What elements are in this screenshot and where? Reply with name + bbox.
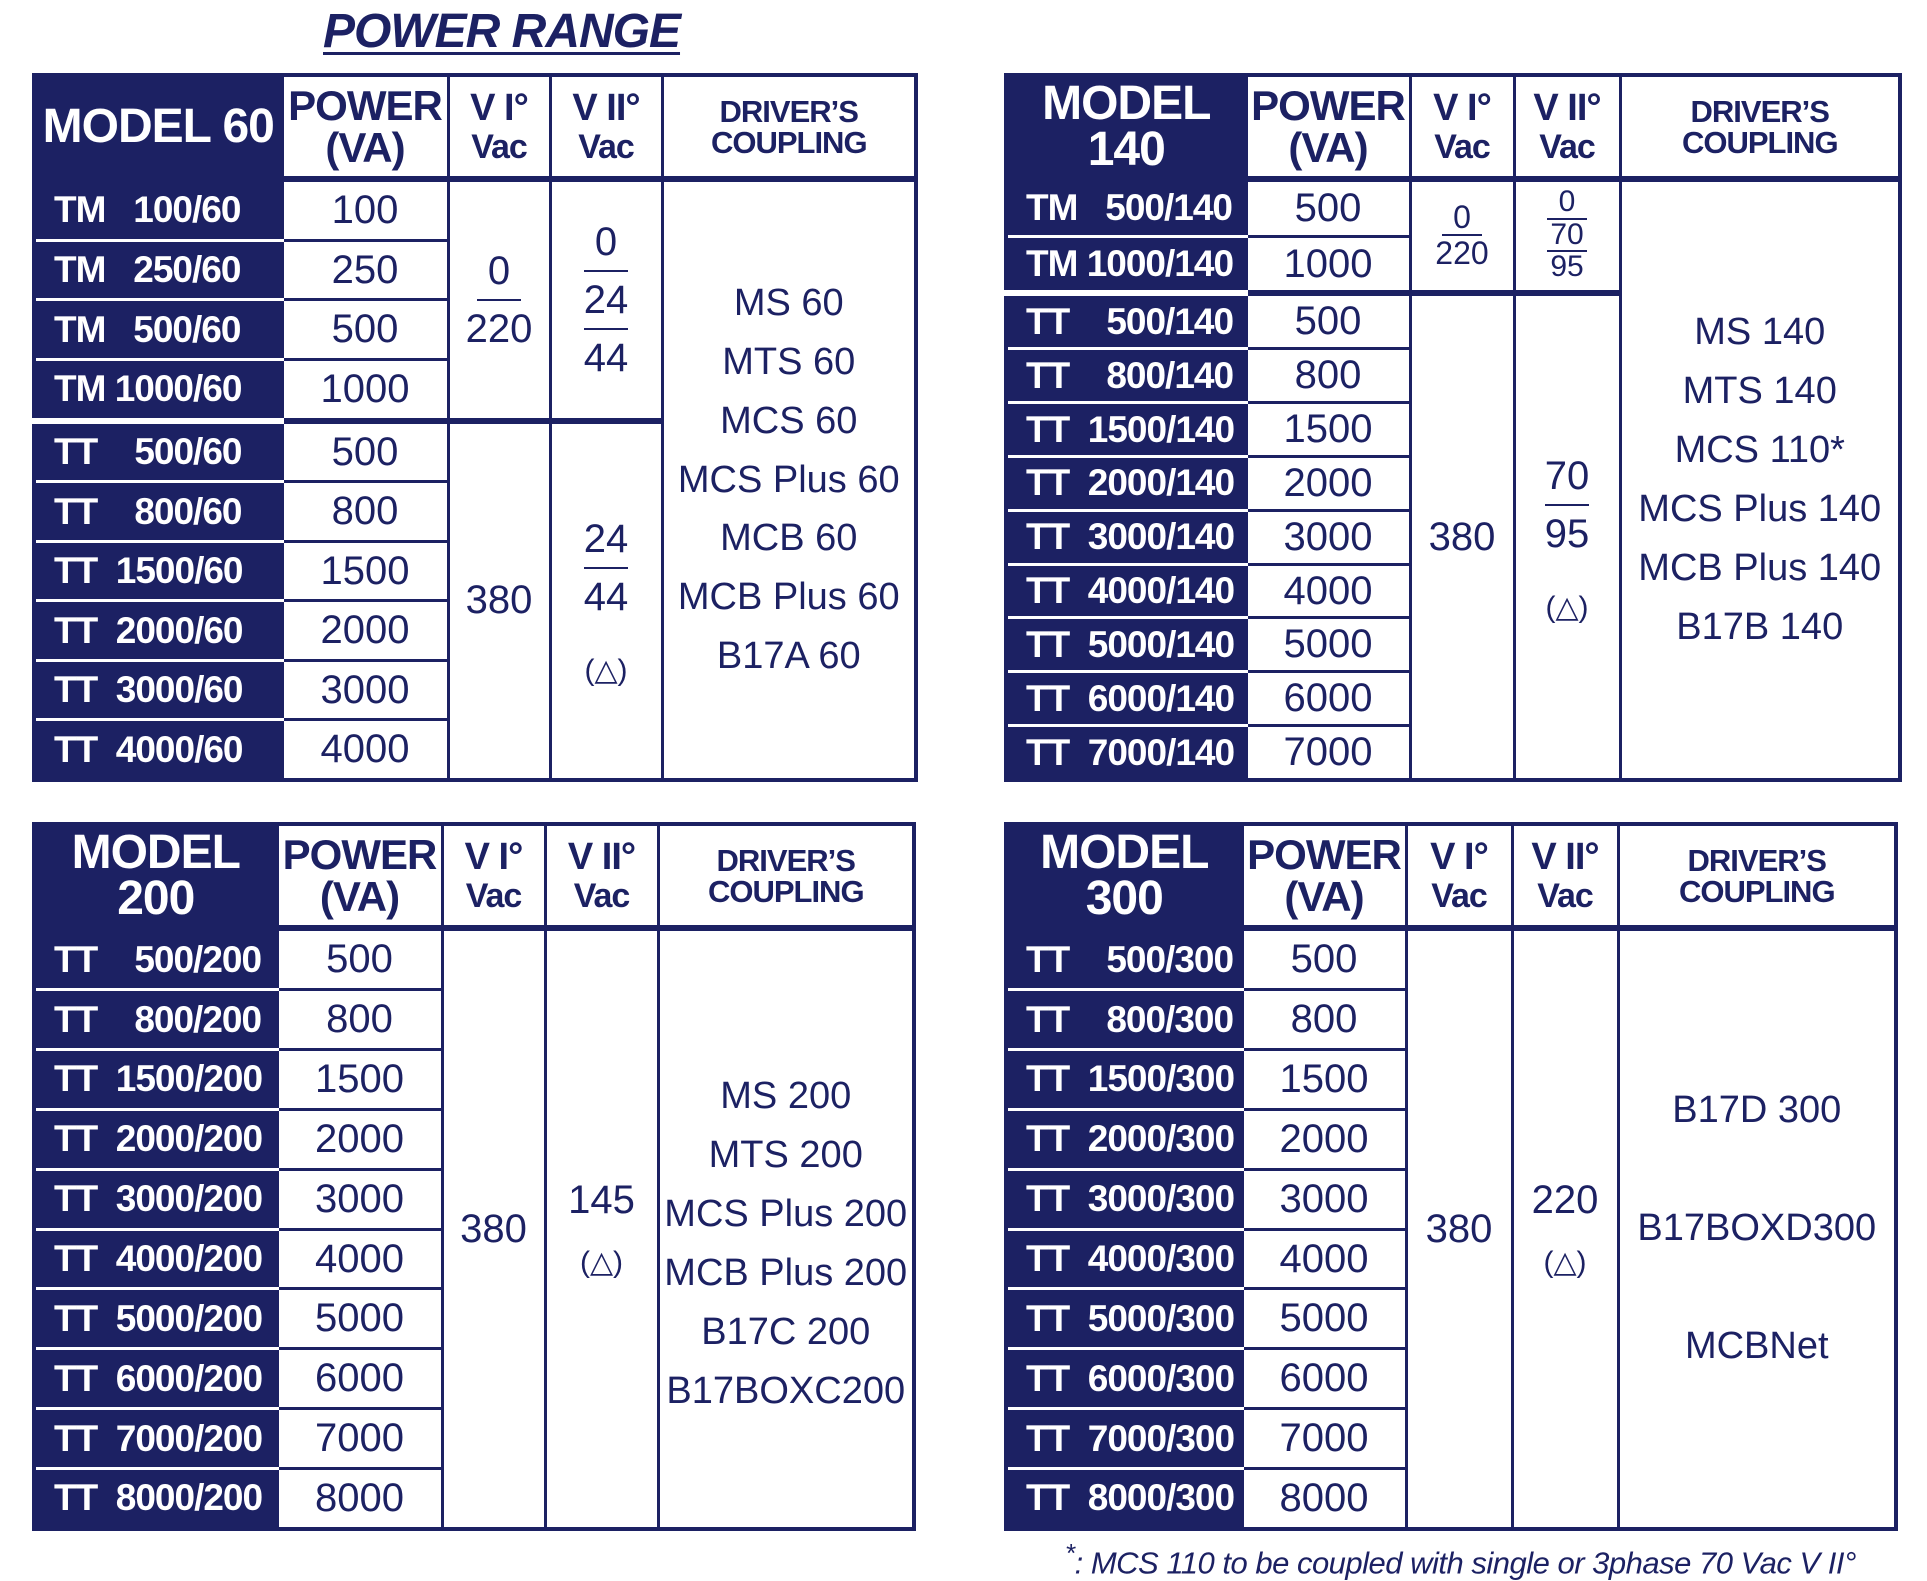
model-name: TT 4000/300 [1006, 1229, 1242, 1289]
model-140-table [1004, 73, 1902, 782]
power-value: 500 [277, 928, 442, 990]
v1-value: 380 [448, 421, 550, 780]
model-header: MODEL 200 [34, 824, 277, 928]
coupling-list: MS 140 MTS 140 MCS 110* MCS Plus 140 MCB Plus 140 B17B 140 [1620, 179, 1900, 780]
model-name: TT 800/140 [1006, 349, 1246, 403]
power-value: 800 [1246, 349, 1410, 403]
power-value: 1500 [277, 1050, 442, 1110]
power-value: 1500 [1246, 403, 1410, 457]
power-value: 6000 [1246, 672, 1410, 726]
model-name: TT 5000/300 [1006, 1289, 1242, 1349]
power-value: 4000 [282, 720, 448, 780]
table-row [34, 179, 916, 240]
model-name: TT 4000/140 [1006, 564, 1246, 618]
model-name: TT 6000/140 [1006, 672, 1246, 726]
v1-header: V I° Vac [1410, 75, 1514, 179]
power-value: 6000 [277, 1349, 442, 1409]
power-value: 2000 [277, 1109, 442, 1169]
model-name: TM 250/60 [34, 240, 282, 299]
model-name: TT 7000/200 [34, 1409, 277, 1469]
power-value: 1500 [282, 541, 448, 600]
model-name: TT 2000/140 [1006, 456, 1246, 510]
delta-note: (△) [584, 654, 628, 688]
model-60-table [32, 73, 918, 782]
power-value: 6000 [1242, 1349, 1406, 1409]
v2-value: $\frac{70}{95}$ (△) [1514, 293, 1620, 780]
power-value: 500 [1246, 293, 1410, 349]
coupling-header: DRIVER’S COUPLING [1618, 824, 1896, 928]
v1-value: 380 [442, 928, 545, 1529]
model-name: TT 7000/300 [1006, 1409, 1242, 1469]
power-header: POWER (VA) [277, 824, 442, 928]
delta-note: (△) [1543, 1246, 1587, 1279]
power-value: 100 [282, 179, 448, 240]
power-value: 4000 [277, 1229, 442, 1289]
power-value: 500 [282, 300, 448, 359]
v2-header: V II° Vac [550, 75, 662, 179]
model-name: TT 5000/200 [34, 1289, 277, 1349]
coupling-header: DRIVER’S COUPLING [658, 824, 914, 928]
v1-value: 380 [1410, 293, 1514, 780]
power-value: 7000 [1246, 726, 1410, 780]
power-header: POWER (VA) [1242, 824, 1406, 928]
delta-note: (△) [1545, 590, 1589, 624]
model-200-table [32, 822, 916, 1531]
footnote-text: : MCS 110 to be coupled with single or 3phase 70 Vac V II° [1074, 1545, 1856, 1581]
power-value: 5000 [277, 1289, 442, 1349]
model-name: TT 1500/140 [1006, 403, 1246, 457]
v2-header: V II° Vac [1514, 75, 1620, 179]
power-value: 3000 [1246, 510, 1410, 564]
power-value: 3000 [1242, 1169, 1406, 1229]
power-value: 2000 [1242, 1109, 1406, 1169]
model-name: TT 2000/60 [34, 601, 282, 660]
model-name: TT 500/60 [34, 421, 282, 482]
model-name: TT 800/60 [34, 482, 282, 541]
power-value: 3000 [282, 660, 448, 719]
model-name: TM 500/60 [34, 300, 282, 359]
table-row [1006, 179, 1900, 236]
model-name: TT 500/140 [1006, 293, 1246, 349]
v2-header: V II° Vac [1512, 824, 1618, 928]
v1-value: $\frac{0}{220}$ [448, 179, 550, 421]
power-value: 4000 [1246, 564, 1410, 618]
table-row [34, 928, 914, 990]
v1-header: V I° Vac [448, 75, 550, 179]
footnote [1065, 1538, 1856, 1581]
model-name: TT 7000/140 [1006, 726, 1246, 780]
model-name: TT 8000/300 [1006, 1468, 1242, 1529]
coupling-header: DRIVER’S COUPLING [1620, 75, 1900, 179]
model-name: TT 3000/200 [34, 1169, 277, 1229]
coupling-list: B17D 300 B17BOXD300 MCBNet [1618, 928, 1896, 1529]
model-name: TT 6000/300 [1006, 1349, 1242, 1409]
model-name: TT 800/200 [34, 990, 277, 1050]
power-value: 5000 [1246, 618, 1410, 672]
model-name: TT 3000/300 [1006, 1169, 1242, 1229]
power-value: 5000 [1242, 1289, 1406, 1349]
coupling-list: MS 200 MTS 200 MCS Plus 200 MCB Plus 200 B17C 200 B17BOXC200 [658, 928, 914, 1529]
model-header: MODEL 300 [1006, 824, 1242, 928]
power-value: 500 [1242, 928, 1406, 990]
delta-note: (△) [579, 1246, 624, 1279]
page-title: POWER RANGE [323, 5, 681, 58]
power-value: 800 [282, 482, 448, 541]
model-name: TT 4000/60 [34, 720, 282, 780]
power-value: 4000 [1242, 1229, 1406, 1289]
model-name: TM 500/140 [1006, 179, 1246, 236]
model-name: TT 2000/300 [1006, 1109, 1242, 1169]
power-value: 1500 [1242, 1050, 1406, 1110]
model-name: TT 3000/60 [34, 660, 282, 719]
v2-value: 220 (△) [1512, 928, 1618, 1529]
power-value: 500 [1246, 179, 1410, 236]
model-name: TT 5000/140 [1006, 618, 1246, 672]
v1-value: $\frac{0}{220}$ [1410, 179, 1514, 293]
model-name: TM 1000/60 [34, 359, 282, 420]
model-header: MODEL 60 [34, 75, 282, 179]
model-name: TT 6000/200 [34, 1349, 277, 1409]
coupling-header: DRIVER’S COUPLING [662, 75, 916, 179]
v1-value: 380 [1406, 928, 1512, 1529]
v2-value: 0 70 95 [1514, 179, 1620, 293]
power-value: 800 [277, 990, 442, 1050]
coupling-list: MS 60 MTS 60 MCS 60 MCS Plus 60 MCB 60 MCB Plus 60 B17A 60 [662, 179, 916, 780]
table-row [1006, 928, 1896, 990]
power-value: 250 [282, 240, 448, 299]
model-name: TT 500/200 [34, 928, 277, 990]
v1-header: V I° Vac [1406, 824, 1512, 928]
power-value: 1000 [282, 359, 448, 420]
v2-value: 145 (△) [545, 928, 658, 1529]
power-value: 800 [1242, 990, 1406, 1050]
v2-header: V II° Vac [545, 824, 658, 928]
model-name: TT 3000/140 [1006, 510, 1246, 564]
model-name: TM 1000/140 [1006, 236, 1246, 293]
power-header: POWER (VA) [282, 75, 448, 179]
power-value: 500 [282, 421, 448, 482]
power-value: 8000 [1242, 1468, 1406, 1529]
power-value: 7000 [1242, 1409, 1406, 1469]
power-value: 2000 [282, 601, 448, 660]
model-name: TM 100/60 [34, 179, 282, 240]
model-name: TT 500/300 [1006, 928, 1242, 990]
footnote-marker: * [1065, 1538, 1075, 1568]
power-header: POWER (VA) [1246, 75, 1410, 179]
v2-value: 0 24 44 [550, 179, 662, 421]
model-header: MODEL 140 [1006, 75, 1246, 179]
model-name: TT 1500/60 [34, 541, 282, 600]
power-value: 8000 [277, 1468, 442, 1529]
power-value: 3000 [277, 1169, 442, 1229]
model-name: TT 1500/200 [34, 1050, 277, 1110]
power-value: 2000 [1246, 456, 1410, 510]
v1-header: V I° Vac [442, 824, 545, 928]
v2-value: $\frac{24}{44}$ (△) [550, 421, 662, 780]
model-name: TT 2000/200 [34, 1109, 277, 1169]
model-name: TT 1500/300 [1006, 1050, 1242, 1110]
model-300-table [1004, 822, 1898, 1531]
power-value: 1000 [1246, 236, 1410, 293]
model-name: TT 4000/200 [34, 1229, 277, 1289]
power-value: 7000 [277, 1409, 442, 1469]
model-name: TT 800/300 [1006, 990, 1242, 1050]
model-name: TT 8000/200 [34, 1468, 277, 1529]
